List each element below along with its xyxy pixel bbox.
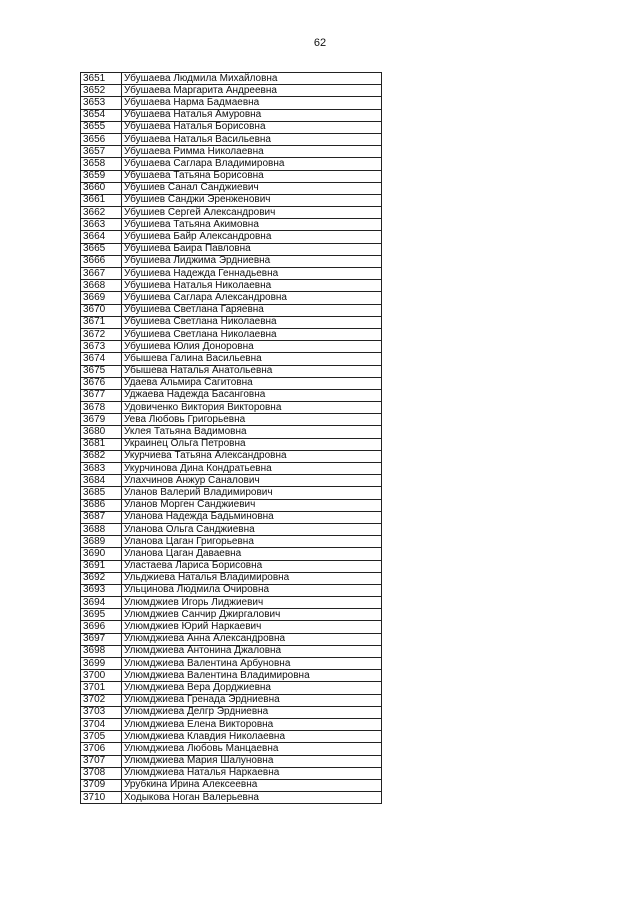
table-row (81, 85, 382, 97)
table-row (81, 560, 382, 572)
row-number: 3705 (81, 731, 122, 743)
row-number: 3695 (81, 609, 122, 621)
table-row (81, 243, 382, 255)
row-full-name: Улюмджиева Мария Шалуновна (122, 755, 382, 767)
table-row (81, 438, 382, 450)
row-number: 3657 (81, 146, 122, 158)
row-full-name: Улюмджиева Валентина Владимировна (122, 670, 382, 682)
row-number: 3700 (81, 670, 122, 682)
row-full-name: Улюмджиев Санчир Джиргалович (122, 609, 382, 621)
table-row (81, 219, 382, 231)
row-number: 3685 (81, 487, 122, 499)
table-row (81, 609, 382, 621)
row-full-name: Ходыкова Ноган Валерьевна (122, 792, 382, 804)
row-full-name: Улюмджиева Анна Александровна (122, 633, 382, 645)
row-full-name: Убушиева Саглара Александровна (122, 292, 382, 304)
row-number: 3675 (81, 365, 122, 377)
row-full-name: Уева Любовь Григорьевна (122, 414, 382, 426)
row-full-name: Убушиева Баира Павловна (122, 243, 382, 255)
table-row (81, 133, 382, 145)
row-number: 3682 (81, 450, 122, 462)
table-row (81, 767, 382, 779)
row-number: 3703 (81, 706, 122, 718)
row-full-name: Урубкина Ирина Алексеевна (122, 779, 382, 791)
table-row (81, 706, 382, 718)
row-full-name: Улюмджиева Делгр Эрдниевна (122, 706, 382, 718)
row-number: 3665 (81, 243, 122, 255)
registry-body (81, 73, 382, 804)
table-row (81, 97, 382, 109)
row-number: 3699 (81, 658, 122, 670)
row-full-name: Уклея Татьяна Вадимовна (122, 426, 382, 438)
table-row (81, 280, 382, 292)
table-row (81, 414, 382, 426)
table-row (81, 304, 382, 316)
row-full-name: Убушаева Наталья Амуровна (122, 109, 382, 121)
row-number: 3689 (81, 536, 122, 548)
table-row (81, 353, 382, 365)
table-row (81, 268, 382, 280)
table-row (81, 341, 382, 353)
row-full-name: Укурчинова Дина Кондратьевна (122, 463, 382, 475)
row-number: 3662 (81, 207, 122, 219)
row-number: 3701 (81, 682, 122, 694)
table-row (81, 658, 382, 670)
row-number: 3681 (81, 438, 122, 450)
table-row (81, 792, 382, 804)
row-number: 3693 (81, 584, 122, 596)
row-number: 3698 (81, 645, 122, 657)
row-full-name: Уланова Ольга Санджиевна (122, 523, 382, 535)
table-row (81, 487, 382, 499)
row-full-name: Убушиева Юлия Доноровна (122, 341, 382, 353)
row-number: 3690 (81, 548, 122, 560)
row-number: 3694 (81, 597, 122, 609)
row-full-name: Убушиева Светлана Николаевна (122, 316, 382, 328)
table-row (81, 475, 382, 487)
row-number: 3671 (81, 316, 122, 328)
row-full-name: Улахчинов Анжур Саналович (122, 475, 382, 487)
row-full-name: Удаева Альмира Сагитовна (122, 377, 382, 389)
table-row (81, 170, 382, 182)
row-number: 3668 (81, 280, 122, 292)
row-number: 3676 (81, 377, 122, 389)
row-full-name: Улюмджиева Клавдия Николаевна (122, 731, 382, 743)
row-number: 3692 (81, 572, 122, 584)
table-row (81, 645, 382, 657)
table-row (81, 548, 382, 560)
row-number: 3691 (81, 560, 122, 572)
row-full-name: Убушаева Саглара Владимировна (122, 158, 382, 170)
row-number: 3677 (81, 389, 122, 401)
table-row (81, 292, 382, 304)
table-row (81, 670, 382, 682)
row-full-name: Улюмджиева Наталья Наркаевна (122, 767, 382, 779)
row-full-name: Улюмджиева Валентина Арбуновна (122, 658, 382, 670)
row-number: 3688 (81, 523, 122, 535)
row-number: 3653 (81, 97, 122, 109)
table-row (81, 718, 382, 730)
row-number: 3655 (81, 121, 122, 133)
table-row (81, 584, 382, 596)
table-row (81, 426, 382, 438)
row-full-name: Убышева Галина Васильевна (122, 353, 382, 365)
table-row (81, 365, 382, 377)
row-number: 3667 (81, 268, 122, 280)
row-number: 3710 (81, 792, 122, 804)
table-row (81, 377, 382, 389)
row-number: 3707 (81, 755, 122, 767)
table-row (81, 73, 382, 85)
table-row (81, 731, 382, 743)
row-full-name: Улюмджиев Игорь Лиджиевич (122, 597, 382, 609)
row-number: 3670 (81, 304, 122, 316)
row-full-name: Убушаева Людмила Михайловна (122, 73, 382, 85)
table-row (81, 597, 382, 609)
table-row (81, 633, 382, 645)
row-full-name: Уланова Надежда Бадьминовна (122, 511, 382, 523)
row-number: 3696 (81, 621, 122, 633)
row-number: 3652 (81, 85, 122, 97)
table-row (81, 146, 382, 158)
row-full-name: Уланов Морген Санджиевич (122, 499, 382, 511)
page-number: 62 (313, 37, 327, 49)
row-full-name: Убушиев Сергей Александрович (122, 207, 382, 219)
row-number: 3659 (81, 170, 122, 182)
table-row (81, 536, 382, 548)
row-full-name: Убушиев Санджи Эренженович (122, 194, 382, 206)
row-number: 3669 (81, 292, 122, 304)
row-number: 3674 (81, 353, 122, 365)
table-row (81, 621, 382, 633)
row-number: 3704 (81, 718, 122, 730)
row-full-name: Украинец Ольга Петровна (122, 438, 382, 450)
table-row (81, 694, 382, 706)
table-row (81, 463, 382, 475)
table-row (81, 755, 382, 767)
row-full-name: Укурчиева Татьяна Александровна (122, 450, 382, 462)
row-full-name: Улюмджиева Антонина Джаловна (122, 645, 382, 657)
table-row (81, 511, 382, 523)
row-full-name: Убушаева Римма Николаевна (122, 146, 382, 158)
table-row (81, 158, 382, 170)
row-full-name: Уластаева Лариса Борисовна (122, 560, 382, 572)
table-row (81, 499, 382, 511)
row-full-name: Уджаева Надежда Басанговна (122, 389, 382, 401)
row-full-name: Убушиева Светлана Николаевна (122, 328, 382, 340)
row-full-name: Убушиева Надежда Геннадьевна (122, 268, 382, 280)
row-full-name: Убушиева Наталья Николаевна (122, 280, 382, 292)
table-row (81, 316, 382, 328)
row-full-name: Улюмджиев Юрий Наркаевич (122, 621, 382, 633)
row-full-name: Уланова Цаган Григорьевна (122, 536, 382, 548)
table-row (81, 328, 382, 340)
row-number: 3654 (81, 109, 122, 121)
row-full-name: Улюмджиева Гренада Эрдниевна (122, 694, 382, 706)
row-full-name: Улюмджиева Любовь Манцаевна (122, 743, 382, 755)
row-number: 3663 (81, 219, 122, 231)
row-number: 3672 (81, 328, 122, 340)
row-number: 3673 (81, 341, 122, 353)
row-full-name: Убушаева Наталья Борисовна (122, 121, 382, 133)
row-number: 3708 (81, 767, 122, 779)
row-full-name: Уланов Валерий Владимирович (122, 487, 382, 499)
row-number: 3709 (81, 779, 122, 791)
row-full-name: Уланова Цаган Даваевна (122, 548, 382, 560)
table-row (81, 682, 382, 694)
row-full-name: Убышева Наталья Анатольевна (122, 365, 382, 377)
table-row (81, 572, 382, 584)
table-row (81, 194, 382, 206)
row-number: 3702 (81, 694, 122, 706)
row-number: 3660 (81, 182, 122, 194)
row-full-name: Ульцинова Людмила Очировна (122, 584, 382, 596)
row-number: 3666 (81, 255, 122, 267)
row-full-name: Убушаева Татьяна Борисовна (122, 170, 382, 182)
registry-table (80, 72, 382, 804)
table-row (81, 743, 382, 755)
row-number: 3680 (81, 426, 122, 438)
row-number: 3651 (81, 73, 122, 85)
table-row (81, 389, 382, 401)
row-full-name: Удовиченко Виктория Викторовна (122, 402, 382, 414)
row-number: 3678 (81, 402, 122, 414)
row-full-name: Убушиева Светлана Гаряевна (122, 304, 382, 316)
row-number: 3697 (81, 633, 122, 645)
row-full-name: Убушаева Наталья Васильевна (122, 133, 382, 145)
row-full-name: Улюмджиева Вера Дорджиевна (122, 682, 382, 694)
table-row (81, 182, 382, 194)
row-number: 3656 (81, 133, 122, 145)
row-full-name: Убушиев Санал Санджиевич (122, 182, 382, 194)
table-row (81, 207, 382, 219)
row-full-name: Убушиева Лиджима Эрдниевна (122, 255, 382, 267)
row-full-name: Убушаева Маргарита Андреевна (122, 85, 382, 97)
table-row (81, 121, 382, 133)
table-row (81, 402, 382, 414)
row-number: 3683 (81, 463, 122, 475)
table-row (81, 255, 382, 267)
row-number: 3684 (81, 475, 122, 487)
row-full-name: Убушаева Нарма Бадмаевна (122, 97, 382, 109)
row-full-name: Ульджиева Наталья Владимировна (122, 572, 382, 584)
row-full-name: Убушиева Татьяна Акимовна (122, 219, 382, 231)
row-number: 3658 (81, 158, 122, 170)
table-row (81, 779, 382, 791)
row-number: 3679 (81, 414, 122, 426)
row-number: 3687 (81, 511, 122, 523)
row-number: 3706 (81, 743, 122, 755)
row-full-name: Улюмджиева Елена Викторовна (122, 718, 382, 730)
row-full-name: Убушиева Байр Александровна (122, 231, 382, 243)
table-row (81, 109, 382, 121)
row-number: 3686 (81, 499, 122, 511)
table-row (81, 231, 382, 243)
table-row (81, 450, 382, 462)
table-row (81, 523, 382, 535)
row-number: 3664 (81, 231, 122, 243)
row-number: 3661 (81, 194, 122, 206)
